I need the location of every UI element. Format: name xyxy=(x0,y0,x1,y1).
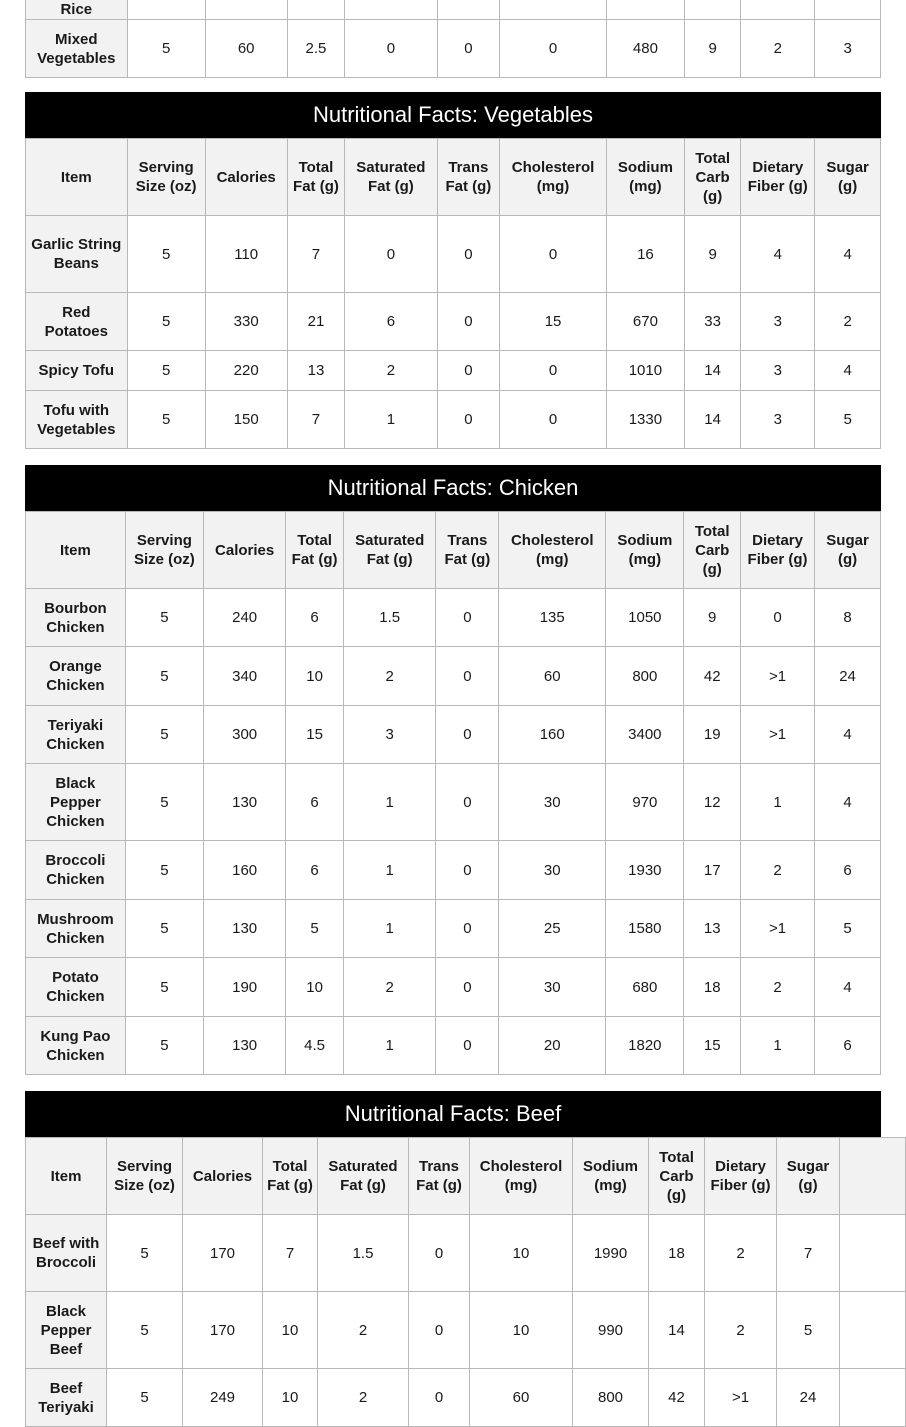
vegetables-table xyxy=(25,138,881,449)
value-cell: 2 xyxy=(343,647,436,706)
item-cell: Garlic String Beans xyxy=(26,216,128,293)
value-cell: 0 xyxy=(345,20,437,78)
value-cell: 4 xyxy=(815,216,881,293)
value-cell: 130 xyxy=(203,1017,285,1075)
value-cell: 0 xyxy=(409,1215,470,1292)
value-cell: 150 xyxy=(205,391,287,449)
value-cell: 130 xyxy=(203,764,285,841)
value-cell: 1820 xyxy=(606,1017,684,1075)
value-cell: 300 xyxy=(203,706,285,764)
value-cell: 6 xyxy=(286,764,344,841)
value-cell: 3 xyxy=(741,391,815,449)
value-cell: 0 xyxy=(436,647,499,706)
table-row xyxy=(26,841,881,900)
item-cell: Beef with Broccoli xyxy=(26,1215,107,1292)
column-header: Saturated Fat (g) xyxy=(343,512,436,589)
value-cell: 249 xyxy=(183,1369,263,1427)
value-cell: 10 xyxy=(470,1215,573,1292)
value-cell: 15 xyxy=(286,706,344,764)
column-header: Trans Fat (g) xyxy=(436,512,499,589)
item-cell: Teriyaki Chicken xyxy=(26,706,126,764)
value-cell: 0 xyxy=(500,351,607,391)
value-cell: 10 xyxy=(263,1292,318,1369)
value-cell: 0 xyxy=(500,20,607,78)
value-cell: 6 xyxy=(286,841,344,900)
value-cell: 20 xyxy=(499,1017,606,1075)
column-header: Calories xyxy=(183,1138,263,1215)
value-cell: 170 xyxy=(183,1292,263,1369)
value-cell: 14 xyxy=(684,391,740,449)
value-cell: 5 xyxy=(125,647,203,706)
value-cell: 12 xyxy=(684,764,741,841)
value-cell: 3 xyxy=(741,293,815,351)
value-cell: >1 xyxy=(741,706,815,764)
value-cell: 19 xyxy=(684,706,741,764)
column-header: Total Carb (g) xyxy=(684,139,740,216)
value-cell: 0 xyxy=(436,764,499,841)
value-cell: 5 xyxy=(125,841,203,900)
value-cell: 6 xyxy=(815,1017,881,1075)
value-cell: 160 xyxy=(203,841,285,900)
value-cell: 1.5 xyxy=(318,1215,409,1292)
value-cell: 5 xyxy=(815,900,881,958)
value-cell: 21 xyxy=(287,293,344,351)
value-cell: 1 xyxy=(343,900,436,958)
column-header: Sodium (mg) xyxy=(573,1138,649,1215)
column-header: Total Fat (g) xyxy=(287,139,344,216)
value-cell: 5 xyxy=(107,1215,183,1292)
value-cell: 18 xyxy=(649,1215,705,1292)
value-cell: 0 xyxy=(500,216,607,293)
value-cell: 5 xyxy=(107,1292,183,1369)
value-cell: 24 xyxy=(815,647,881,706)
value-cell: 0 xyxy=(741,589,815,647)
item-cell: Black Pepper Beef xyxy=(26,1292,107,1369)
value-cell: 135 xyxy=(499,589,606,647)
value-cell: 33 xyxy=(684,293,740,351)
item-cell: Black Pepper Chicken xyxy=(26,764,126,841)
column-header: Sodium (mg) xyxy=(606,512,684,589)
value-cell: 18 xyxy=(684,958,741,1017)
value-cell: 4 xyxy=(815,958,881,1017)
value-cell: 1330 xyxy=(606,391,684,449)
value-cell xyxy=(840,1369,906,1427)
value-cell: 5 xyxy=(815,391,881,449)
value-cell: 7 xyxy=(263,1215,318,1292)
column-header: Serving Size (oz) xyxy=(107,1138,183,1215)
table-row xyxy=(26,958,881,1017)
column-header: Sugar (g) xyxy=(815,139,881,216)
value-cell: 10 xyxy=(470,1292,573,1369)
column-header: Dietary Fiber (g) xyxy=(741,139,815,216)
value-cell: 0 xyxy=(437,293,500,351)
value-cell: 2 xyxy=(318,1369,409,1427)
item-cell: Bourbon Chicken xyxy=(26,589,126,647)
value-cell: 16 xyxy=(606,216,684,293)
column-header: Trans Fat (g) xyxy=(409,1138,470,1215)
value-cell: 24 xyxy=(777,1369,840,1427)
column-header: Sugar (g) xyxy=(777,1138,840,1215)
item-cell: Mixed Vegetables xyxy=(26,20,128,78)
value-cell: 480 xyxy=(606,20,684,78)
value-cell: 5 xyxy=(125,900,203,958)
value-cell: 25 xyxy=(499,900,606,958)
value-cell: 15 xyxy=(500,293,607,351)
value-cell: 7 xyxy=(287,216,344,293)
value-cell: 2 xyxy=(741,958,815,1017)
table-row xyxy=(26,351,881,391)
table-row xyxy=(26,1215,906,1292)
table-row xyxy=(26,1017,881,1075)
value-cell: 5 xyxy=(107,1369,183,1427)
value-cell: 5 xyxy=(125,764,203,841)
item-cell: Rice xyxy=(26,0,128,20)
section-title: Nutritional Facts: Vegetables xyxy=(25,92,881,138)
column-header: Item xyxy=(26,1138,107,1215)
value-cell: 1010 xyxy=(606,351,684,391)
beef-section xyxy=(25,1091,906,1427)
item-cell: Beef Teriyaki xyxy=(26,1369,107,1427)
value-cell: 9 xyxy=(684,216,740,293)
value-cell: 1.5 xyxy=(343,589,436,647)
value-cell: 3 xyxy=(343,706,436,764)
value-cell: 4.5 xyxy=(286,1017,344,1075)
column-header: Sodium (mg) xyxy=(606,139,684,216)
value-cell: 0 xyxy=(436,589,499,647)
value-cell: 10 xyxy=(286,958,344,1017)
value-cell: 0 xyxy=(437,351,500,391)
value-cell: 0 xyxy=(436,841,499,900)
value-cell: 6 xyxy=(345,293,437,351)
value-cell: 15 xyxy=(684,1017,741,1075)
value-cell: 2 xyxy=(345,351,437,391)
value-cell: 0 xyxy=(436,1017,499,1075)
value-cell: 190 xyxy=(203,958,285,1017)
value-cell: 5 xyxy=(125,706,203,764)
value-cell: 30 xyxy=(499,841,606,900)
value-cell: 5 xyxy=(127,351,205,391)
item-cell: Spicy Tofu xyxy=(26,351,128,391)
value-cell: 10 xyxy=(286,647,344,706)
value-cell: 0 xyxy=(436,706,499,764)
chicken-table xyxy=(25,511,881,1075)
header-row xyxy=(26,139,881,216)
value-cell: 30 xyxy=(499,958,606,1017)
vegetables-section xyxy=(25,92,881,449)
value-cell: 60 xyxy=(499,647,606,706)
value-cell: 130 xyxy=(203,900,285,958)
top-section xyxy=(25,0,881,78)
value-cell: 7 xyxy=(287,391,344,449)
beef-table xyxy=(25,1137,906,1427)
value-cell: 5 xyxy=(127,391,205,449)
value-cell: 680 xyxy=(606,958,684,1017)
value-cell: 4 xyxy=(815,351,881,391)
value-cell: 3 xyxy=(741,351,815,391)
value-cell: >1 xyxy=(705,1369,777,1427)
item-cell: Potato Chicken xyxy=(26,958,126,1017)
value-cell: 42 xyxy=(684,647,741,706)
value-cell: 1 xyxy=(343,841,436,900)
column-header: Dietary Fiber (g) xyxy=(741,512,815,589)
value-cell: 7 xyxy=(777,1215,840,1292)
column-header: Cholesterol (mg) xyxy=(470,1138,573,1215)
value-cell: 110 xyxy=(205,216,287,293)
value-cell: 5 xyxy=(127,20,205,78)
value-cell: 4 xyxy=(741,216,815,293)
value-cell: 2 xyxy=(741,841,815,900)
column-header: Calories xyxy=(203,512,285,589)
value-cell: 1 xyxy=(343,764,436,841)
value-cell: 5 xyxy=(777,1292,840,1369)
value-cell: 0 xyxy=(437,20,500,78)
column-header: Serving Size (oz) xyxy=(127,139,205,216)
value-cell: 2 xyxy=(815,293,881,351)
table-row xyxy=(26,647,881,706)
value-cell: 2.5 xyxy=(287,20,344,78)
value-cell: 2 xyxy=(318,1292,409,1369)
value-cell: 5 xyxy=(125,589,203,647)
value-cell: 1 xyxy=(741,1017,815,1075)
value-cell: 6 xyxy=(815,841,881,900)
value-cell: 0 xyxy=(437,391,500,449)
value-cell: 42 xyxy=(649,1369,705,1427)
value-cell: 3400 xyxy=(606,706,684,764)
column-header: Total Fat (g) xyxy=(286,512,344,589)
value-cell: 2 xyxy=(343,958,436,1017)
value-cell: 13 xyxy=(287,351,344,391)
value-cell: 1990 xyxy=(573,1215,649,1292)
value-cell: 330 xyxy=(205,293,287,351)
item-cell: Broccoli Chicken xyxy=(26,841,126,900)
value-cell: 13 xyxy=(684,900,741,958)
value-cell: 5 xyxy=(286,900,344,958)
value-cell xyxy=(840,1292,906,1369)
table-row xyxy=(26,900,881,958)
section-title: Nutritional Facts: Beef xyxy=(25,1091,881,1137)
column-header: Dietary Fiber (g) xyxy=(705,1138,777,1215)
table-row xyxy=(26,1292,906,1369)
value-cell: 60 xyxy=(205,20,287,78)
value-cell: 2 xyxy=(705,1215,777,1292)
table-row xyxy=(26,293,881,351)
value-cell: 2 xyxy=(705,1292,777,1369)
column-header xyxy=(840,1138,906,1215)
value-cell: 0 xyxy=(345,216,437,293)
header-row xyxy=(26,512,881,589)
column-header: Total Fat (g) xyxy=(263,1138,318,1215)
value-cell: 9 xyxy=(684,20,740,78)
top-table xyxy=(25,0,881,78)
value-cell: 3 xyxy=(815,20,881,78)
value-cell: 990 xyxy=(573,1292,649,1369)
value-cell: 1 xyxy=(741,764,815,841)
value-cell: 1 xyxy=(345,391,437,449)
table-row xyxy=(26,0,881,20)
table-row xyxy=(26,764,881,841)
value-cell: 17 xyxy=(684,841,741,900)
chicken-section xyxy=(25,465,881,1075)
value-cell: 30 xyxy=(499,764,606,841)
value-cell: 240 xyxy=(203,589,285,647)
value-cell: 970 xyxy=(606,764,684,841)
column-header: Saturated Fat (g) xyxy=(318,1138,409,1215)
table-row xyxy=(26,589,881,647)
value-cell: 6 xyxy=(286,589,344,647)
value-cell: 670 xyxy=(606,293,684,351)
value-cell: 170 xyxy=(183,1215,263,1292)
value-cell: 1580 xyxy=(606,900,684,958)
value-cell: 1050 xyxy=(606,589,684,647)
table-row xyxy=(26,391,881,449)
column-header: Item xyxy=(26,139,128,216)
value-cell: 8 xyxy=(815,589,881,647)
table-row xyxy=(26,706,881,764)
column-header: Total Carb (g) xyxy=(649,1138,705,1215)
value-cell: 5 xyxy=(127,293,205,351)
item-cell: Mushroom Chicken xyxy=(26,900,126,958)
table-row xyxy=(26,216,881,293)
value-cell: 10 xyxy=(263,1369,318,1427)
column-header: Sugar (g) xyxy=(815,512,881,589)
section-title: Nutritional Facts: Chicken xyxy=(25,465,881,511)
value-cell: 800 xyxy=(606,647,684,706)
value-cell: >1 xyxy=(741,900,815,958)
value-cell: 0 xyxy=(436,958,499,1017)
value-cell: 160 xyxy=(499,706,606,764)
header-row xyxy=(26,1138,906,1215)
value-cell: 0 xyxy=(436,900,499,958)
item-cell: Red Potatoes xyxy=(26,293,128,351)
table-row xyxy=(26,1369,906,1427)
value-cell: 0 xyxy=(409,1369,470,1427)
value-cell: 220 xyxy=(205,351,287,391)
column-header: Cholesterol (mg) xyxy=(499,512,606,589)
value-cell: 800 xyxy=(573,1369,649,1427)
value-cell: 14 xyxy=(684,351,740,391)
column-header: Serving Size (oz) xyxy=(125,512,203,589)
value-cell: 0 xyxy=(500,391,607,449)
value-cell: 5 xyxy=(125,1017,203,1075)
item-cell: Tofu with Vegetables xyxy=(26,391,128,449)
item-cell: Kung Pao Chicken xyxy=(26,1017,126,1075)
value-cell: 5 xyxy=(125,958,203,1017)
value-cell: 60 xyxy=(470,1369,573,1427)
value-cell: 5 xyxy=(127,216,205,293)
value-cell: 340 xyxy=(203,647,285,706)
table-row xyxy=(26,20,881,78)
value-cell: 14 xyxy=(649,1292,705,1369)
value-cell: 4 xyxy=(815,764,881,841)
column-header: Total Carb (g) xyxy=(684,512,741,589)
value-cell: 4 xyxy=(815,706,881,764)
column-header: Saturated Fat (g) xyxy=(345,139,437,216)
value-cell: 0 xyxy=(437,216,500,293)
value-cell: 0 xyxy=(409,1292,470,1369)
value-cell: >1 xyxy=(741,647,815,706)
value-cell: 9 xyxy=(684,589,741,647)
column-header: Cholesterol (mg) xyxy=(500,139,607,216)
item-cell: Orange Chicken xyxy=(26,647,126,706)
column-header: Calories xyxy=(205,139,287,216)
column-header: Trans Fat (g) xyxy=(437,139,500,216)
value-cell xyxy=(840,1215,906,1292)
value-cell: 1930 xyxy=(606,841,684,900)
value-cell: 2 xyxy=(741,20,815,78)
value-cell: 1 xyxy=(343,1017,436,1075)
column-header: Item xyxy=(26,512,126,589)
